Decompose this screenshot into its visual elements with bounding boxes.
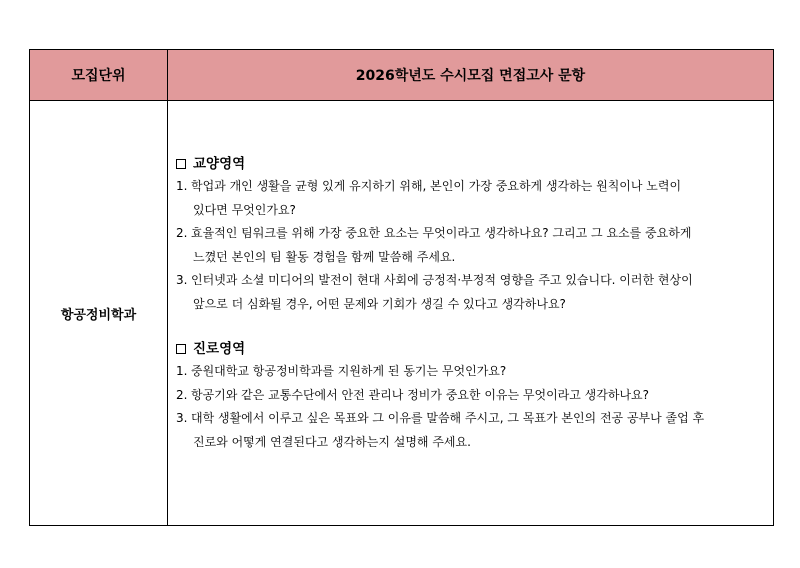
title-header-cell: 2026학년도 수시모집 면접고사 문항 xyxy=(168,50,774,101)
question-line: 대학 생활에서 이루고 싶은 목표와 그 이유를 말씀해 주시고, 그 목표가 본인의 전공 공부나 졸업 후 xyxy=(191,411,705,425)
question-item xyxy=(176,360,769,384)
question-number: 2. xyxy=(176,226,188,240)
section-liberal-arts xyxy=(176,153,769,316)
question-text xyxy=(191,175,769,222)
question-item xyxy=(176,175,769,222)
question-number: 3. xyxy=(176,411,188,425)
section-title-text: 교양영역 xyxy=(193,156,246,172)
question-line: 느꼈던 본인의 팀 활동 경험을 함께 말씀해 주세요. xyxy=(193,249,456,264)
question-line: 효율적인 팀워크를 위해 가장 중요한 요소는 무엇이라고 생각하나요? 그리고 그 요소를 중요하게 xyxy=(191,226,692,240)
question-number: 3. xyxy=(176,273,188,287)
unit-name-cell: 항공정비학과 xyxy=(30,101,168,526)
question-line: 인터넷과 소셜 미디어의 발전이 현대 사회에 긍정적·부정적 영향을 주고 있습니다. 이러한 현상이 xyxy=(191,273,693,287)
question-number: 1. xyxy=(176,179,188,193)
question-text xyxy=(191,360,769,384)
section-title xyxy=(176,153,769,175)
question-text xyxy=(191,384,769,408)
question-line: 앞으로 더 심화될 경우, 어떤 문제와 기회가 생길 수 있다고 생각하나요? xyxy=(193,296,566,311)
question-line: 있다면 무엇인가요? xyxy=(193,202,296,217)
question-line: 학업과 개인 생활을 균형 있게 유지하기 위해, 본인이 가장 중요하게 생각하는 원칙이나 노력이 xyxy=(191,179,682,193)
checkbox-icon xyxy=(176,344,186,354)
question-number: 1. xyxy=(176,364,188,378)
unit-header-cell: 모집단위 xyxy=(30,50,168,101)
question-text xyxy=(191,222,769,269)
question-number: 2. xyxy=(176,387,188,402)
table-body-row xyxy=(30,101,774,526)
question-line: 중원대학교 항공정비학과를 지원하게 된 동기는 무엇인가요? xyxy=(191,364,507,378)
section-spacer xyxy=(176,316,769,338)
question-text xyxy=(191,269,769,316)
interview-questions-table xyxy=(29,49,774,526)
question-item xyxy=(176,407,769,454)
question-item xyxy=(176,269,769,316)
section-career xyxy=(176,338,769,454)
question-item xyxy=(176,222,769,269)
questions-cell xyxy=(168,101,774,526)
section-title-text: 진로영역 xyxy=(193,341,246,357)
question-text xyxy=(191,407,769,454)
question-item xyxy=(176,384,769,408)
table-header-row xyxy=(30,50,774,101)
question-line: 진로와 어떻게 연결된다고 생각하는지 설명해 주세요. xyxy=(193,434,471,449)
question-line: 항공기와 같은 교통수단에서 안전 관리나 정비가 중요한 이유는 무엇이라고 생각하나요? xyxy=(191,387,650,402)
section-title xyxy=(176,338,769,360)
checkbox-icon xyxy=(176,159,186,169)
questions-content xyxy=(176,153,769,454)
